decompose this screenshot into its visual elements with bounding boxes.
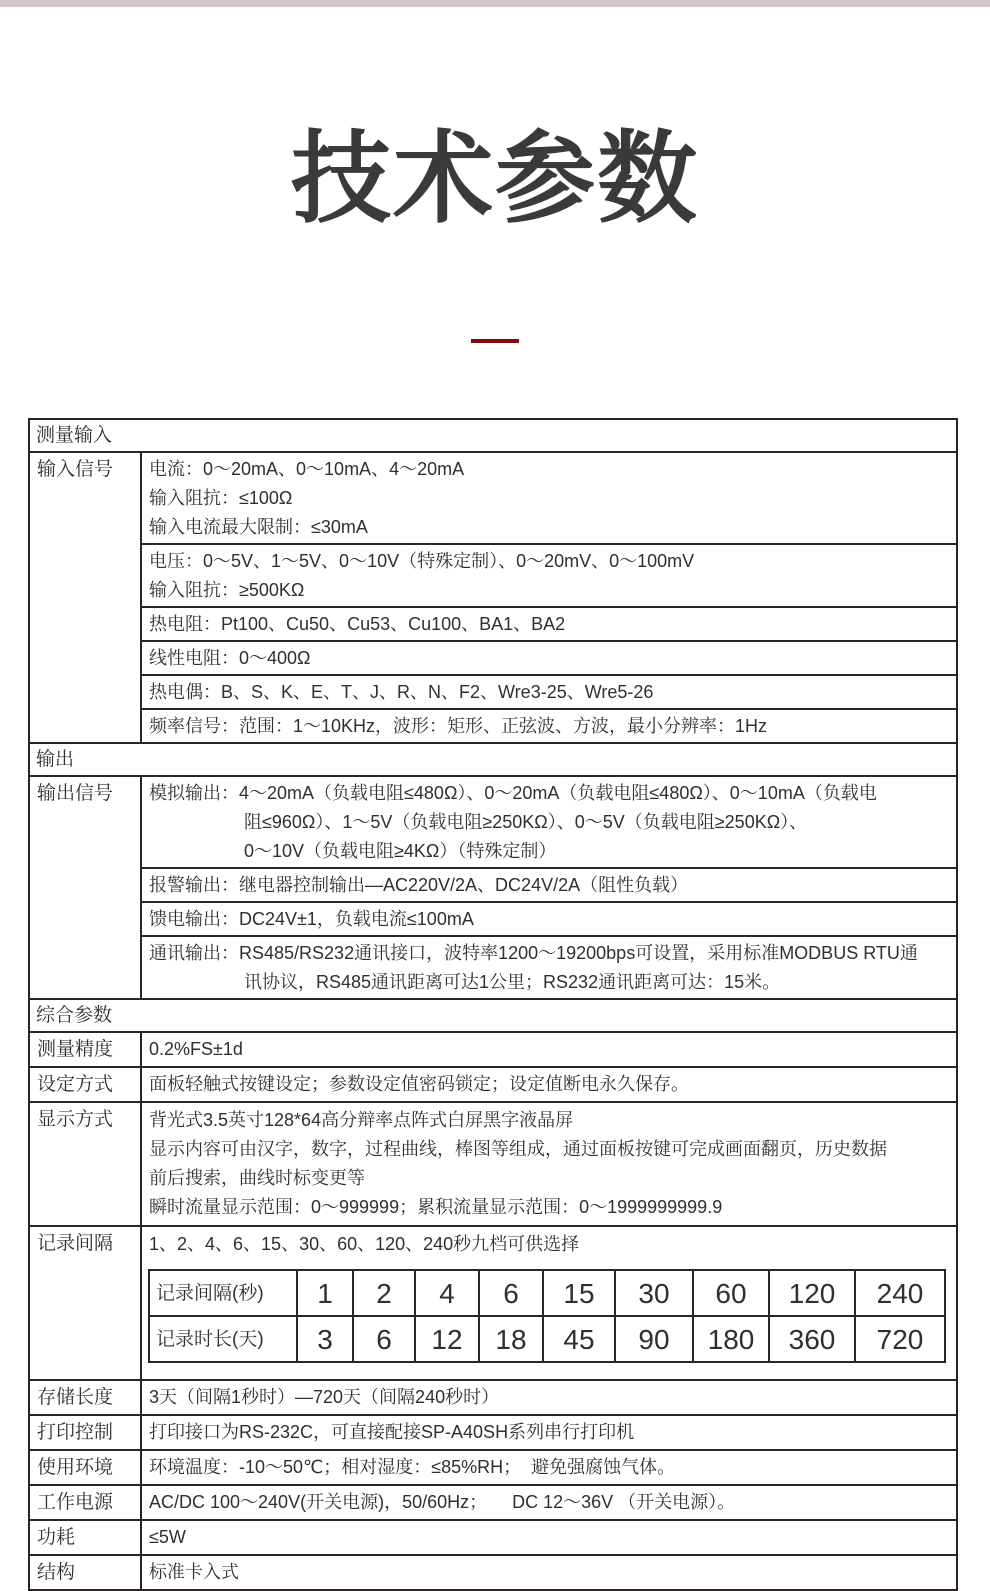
spec-group-analog-output (142, 777, 956, 869)
rec-value-cell: 120 (769, 1270, 855, 1316)
record-interval-row-days (149, 1316, 945, 1362)
red-divider (471, 339, 519, 343)
row-value: 0.2%FS±1d (149, 1039, 243, 1059)
row-value: 3天（间隔1秒时）—720天（间隔240秒时） (149, 1387, 500, 1407)
top-edge-bar (0, 0, 990, 7)
row-power-supply (30, 1486, 956, 1521)
rec-value-cell: 240 (855, 1270, 945, 1316)
spec-group-rtd (142, 608, 956, 642)
rec-value-cell: 2 (353, 1270, 415, 1316)
row-label: 功耗 (30, 1521, 142, 1554)
spec-line: 电压：0～5V、1～5V、0～10V（特殊定制）、0～20mV、0～100mV (149, 551, 695, 571)
spec-group-current (142, 453, 956, 545)
row-value: 环境温度：-10～50℃；相对湿度：≤85%RH； 避免强腐蚀气体。 (149, 1457, 676, 1477)
row-content (142, 453, 956, 742)
row-storage-length (30, 1381, 956, 1416)
row-content (142, 777, 956, 998)
rec-value-cell: 12 (415, 1316, 479, 1362)
spec-line: 前后搜索，曲线时标变更等 (149, 1168, 365, 1188)
section-label: 输出 (36, 749, 75, 770)
row-label: 设定方式 (30, 1068, 142, 1101)
row-label: 打印控制 (30, 1416, 142, 1449)
row-label: 结构 (30, 1556, 142, 1589)
row-structure (30, 1556, 956, 1589)
spec-line: 输入阻抗：≥500KΩ (149, 580, 305, 600)
spec-line: 讯协议，RS485通讯距离可达1公里；RS232通讯距离可达：15米。 (244, 972, 781, 992)
row-label: 显示方式 (30, 1103, 142, 1225)
section-row-output (30, 744, 956, 777)
row-content (142, 1227, 956, 1379)
row-label: 使用环境 (30, 1451, 142, 1484)
spec-group-linear-resistance (142, 642, 956, 676)
row-display-mode (30, 1103, 956, 1227)
row-label: 工作电源 (30, 1486, 142, 1519)
row-label: 测量精度 (30, 1033, 142, 1066)
row-label: 输出信号 (30, 777, 142, 998)
section-label: 综合参数 (36, 1005, 113, 1026)
rec-value-cell: 4 (415, 1270, 479, 1316)
spec-line: 热电偶：B、S、K、E、T、J、R、N、F2、Wre3-25、Wre5-26 (149, 682, 654, 702)
spec-line: 频率信号：范围：1～10KHz，波形：矩形、正弦波、方波，最小分辨率：1Hz (149, 716, 768, 736)
spec-line: 通讯输出：RS485/RS232通讯接口，波特率1200～19200bps可设置，采用标准MODBUS RTU通 (149, 943, 918, 963)
spec-line: 显示内容可由汉字，数字，过程曲线，棒图等组成，通过面板按键可完成画面翻页，历史数据 (149, 1139, 887, 1159)
rec-value-cell: 180 (693, 1316, 769, 1362)
rec-value-cell: 45 (543, 1316, 615, 1362)
rec-value-cell: 18 (479, 1316, 543, 1362)
record-interval-row-seconds (149, 1270, 945, 1316)
row-record-interval (30, 1227, 956, 1381)
row-content (142, 1103, 956, 1225)
record-interval-intro: 1、2、4、6、15、30、60、120、240秒九档可供选择 (149, 1234, 580, 1254)
section-row-general (30, 1000, 956, 1033)
row-label: 记录间隔 (30, 1227, 142, 1379)
spec-line: 输入电流最大限制：≤30mA (149, 517, 368, 537)
spec-line: 背光式3.5英寸128*64高分辩率点阵式白屏黑字液晶屏 (149, 1110, 574, 1130)
row-value: AC/DC 100～240V(开关电源)，50/60Hz； DC 12～36V （开关电源）。 (149, 1492, 736, 1512)
rec-value-cell: 720 (855, 1316, 945, 1362)
rec-row-label: 记录间隔(秒) (149, 1270, 297, 1316)
row-input-signal (30, 453, 956, 744)
row-value: 标准卡入式 (149, 1562, 239, 1582)
row-value: ≤5W (149, 1527, 186, 1547)
rec-value-cell: 360 (769, 1316, 855, 1362)
rec-row-label: 记录时长(天) (149, 1316, 297, 1362)
row-output-signal (30, 777, 956, 1000)
spec-group-thermocouple (142, 676, 956, 710)
rec-value-cell: 1 (297, 1270, 353, 1316)
rec-value-cell: 15 (543, 1270, 615, 1316)
section-label: 测量输入 (36, 425, 113, 446)
spec-line: 模拟输出：4～20mA（负载电阻≤480Ω）、0～20mA（负载电阻≤480Ω）、0～10mA（负载电 (149, 783, 877, 803)
row-setting-method (30, 1068, 956, 1103)
row-label: 输入信号 (30, 453, 142, 742)
spec-line: 热电阻：Pt100、Cu50、Cu53、Cu100、BA1、BA2 (149, 614, 566, 634)
row-measure-accuracy (30, 1033, 956, 1068)
spec-group-voltage (142, 545, 956, 608)
record-interval-table (148, 1269, 946, 1363)
row-print-control (30, 1416, 956, 1451)
spec-line: 输入阻抗：≤100Ω (149, 488, 293, 508)
spec-line: 馈电输出：DC24V±1，负载电流≤100mA (149, 909, 474, 929)
rec-value-cell: 90 (615, 1316, 693, 1362)
spec-group-comm-output (142, 937, 956, 998)
spec-line: 阻≤960Ω）、1～5V（负载电阻≥250KΩ）、0～5V（负载电阻≥250KΩ）、 (244, 812, 808, 832)
spec-group-alarm-output (142, 869, 956, 903)
spec-line: 线性电阻：0～400Ω (149, 648, 311, 668)
row-label: 存储长度 (30, 1381, 142, 1414)
rec-value-cell: 6 (479, 1270, 543, 1316)
spec-table (28, 418, 958, 1591)
spec-line: 报警输出：继电器控制输出—AC220V/2A、DC24V/2A（阻性负载） (149, 875, 689, 895)
row-environment (30, 1451, 956, 1486)
spec-group-power-feed-output (142, 903, 956, 937)
row-value: 打印接口为RS-232C，可直接配接SP-A40SH系列串行打印机 (149, 1422, 635, 1442)
spec-line: 0～10V（负载电阻≥4KΩ）（特殊定制） (244, 841, 557, 861)
spec-group-frequency (142, 710, 956, 742)
rec-value-cell: 60 (693, 1270, 769, 1316)
section-row-measure-input (30, 420, 956, 453)
spec-group-display (142, 1103, 956, 1225)
row-power-consumption (30, 1521, 956, 1556)
rec-value-cell: 30 (615, 1270, 693, 1316)
row-value: 面板轻触式按键设定；参数设定值密码锁定；设定值断电永久保存。 (149, 1074, 689, 1094)
spec-line: 瞬时流量显示范围：0～999999；累积流量显示范围：0～1999999999.9 (149, 1197, 723, 1217)
rec-value-cell: 3 (297, 1316, 353, 1362)
spec-line: 电流：0～20mA、0～10mA、4～20mA (149, 459, 465, 479)
page-title: 技术参数 (291, 123, 699, 235)
rec-value-cell: 6 (353, 1316, 415, 1362)
